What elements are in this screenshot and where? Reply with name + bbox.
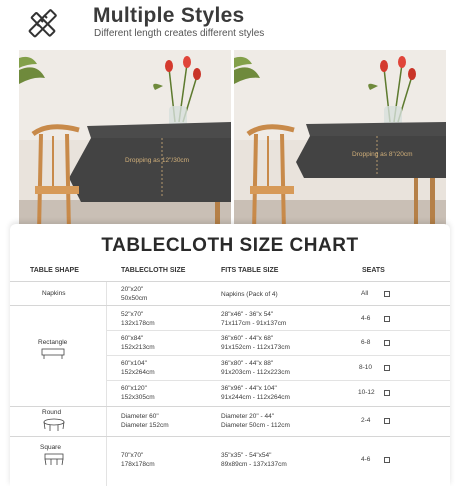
seats-value: All [361, 290, 369, 297]
seats-value: 8-10 [359, 364, 373, 371]
checkbox[interactable] [384, 291, 390, 297]
cloth-size-metric: 178x178cm [121, 461, 155, 468]
fits-size: Diameter 20" - 44" [221, 413, 275, 420]
seats-value: 2-4 [361, 417, 371, 424]
cloth-size-metric: Diameter 152cm [121, 422, 169, 429]
checkbox[interactable] [384, 418, 390, 424]
fits-size-metric: 91x203cm - 112x223cm [221, 369, 290, 376]
cloth-size-metric: 152x305cm [121, 394, 155, 401]
photo-drop-8in [234, 50, 446, 232]
photo-strip [19, 50, 446, 232]
fits-size-metric: 91x152cm - 112x173cm [221, 344, 290, 351]
cloth-size-metric: 152x213cm [121, 344, 155, 351]
divider [106, 355, 450, 356]
fits-size: 36"x80" - 44"x 88" [221, 360, 274, 367]
divider [106, 380, 450, 381]
rectangle-table-icon [40, 348, 66, 360]
drop-label-left: Dropping as 12"/30cm [125, 157, 190, 164]
fits-size: 35"x35" - 54"x54" [221, 452, 272, 459]
chart-title: TABLECLOTH SIZE CHART [101, 235, 359, 256]
header [0, 0, 460, 48]
cloth-size: 70"x70" [121, 452, 144, 459]
cloth-size: Diameter 60" [121, 413, 159, 420]
cloth-size-metric: 132x178cm [121, 320, 155, 327]
shape-label-napkins: Napkins [42, 290, 66, 297]
fits-size: 28"x46" - 36"x 54" [221, 311, 274, 318]
round-table-icon [42, 418, 66, 432]
seats-value: 6-8 [361, 339, 371, 346]
checkbox[interactable] [384, 365, 390, 371]
fits-size-metric: 71x117cm - 91x137cm [221, 320, 287, 327]
divider [106, 330, 450, 331]
photo-drop-12in [19, 50, 231, 232]
seats-value: 4-6 [361, 315, 371, 322]
fits-size-metric: Diameter 50cm - 112cm [221, 422, 290, 429]
shape-label-rectangle: Rectangle [38, 339, 68, 346]
checkbox[interactable] [384, 390, 390, 396]
cloth-size-metric: 152x264cm [121, 369, 155, 376]
cloth-size: 60"x84" [121, 335, 144, 342]
fits-size: 36"x60" - 44"x 68" [221, 335, 274, 342]
seats-value: 10-12 [358, 389, 375, 396]
ruler-pencil-icon [24, 6, 60, 42]
drop-label-right: Dropping as 8"/20cm [352, 151, 413, 158]
header-fits-table-size: FITS TABLE SIZE [221, 267, 279, 274]
shape-label-square: Square [40, 444, 61, 451]
size-chart [10, 224, 450, 486]
header-seats: SEATS [362, 267, 385, 274]
seats-value: 4-6 [361, 456, 371, 463]
checkbox[interactable] [384, 340, 390, 346]
cloth-size: 60"x104" [121, 360, 147, 367]
fits-size: 36"x96" - 44"x 104" [221, 385, 277, 392]
square-table-icon [42, 453, 66, 467]
fits-size-metric: 89x89cm - 137x137cm [221, 461, 287, 468]
page-subtitle: Different length creates different styles [94, 28, 265, 39]
cloth-size: 52"x70" [121, 311, 144, 318]
fits-size: Napkins (Pack of 4) [221, 291, 278, 298]
fits-size-metric: 91x244cm - 112x264cm [221, 394, 290, 401]
page-title: Multiple Styles [93, 4, 245, 27]
cloth-size: 60"x120" [121, 385, 147, 392]
header-tablecloth-size: TABLECLOTH SIZE [121, 267, 186, 274]
checkbox[interactable] [384, 316, 390, 322]
checkbox[interactable] [384, 457, 390, 463]
cloth-size: 20"x20" [121, 286, 144, 293]
cloth-size-metric: 50x50cm [121, 295, 148, 302]
header-table-shape: TABLE SHAPE [30, 267, 79, 274]
shape-label-round: Round [42, 409, 62, 416]
